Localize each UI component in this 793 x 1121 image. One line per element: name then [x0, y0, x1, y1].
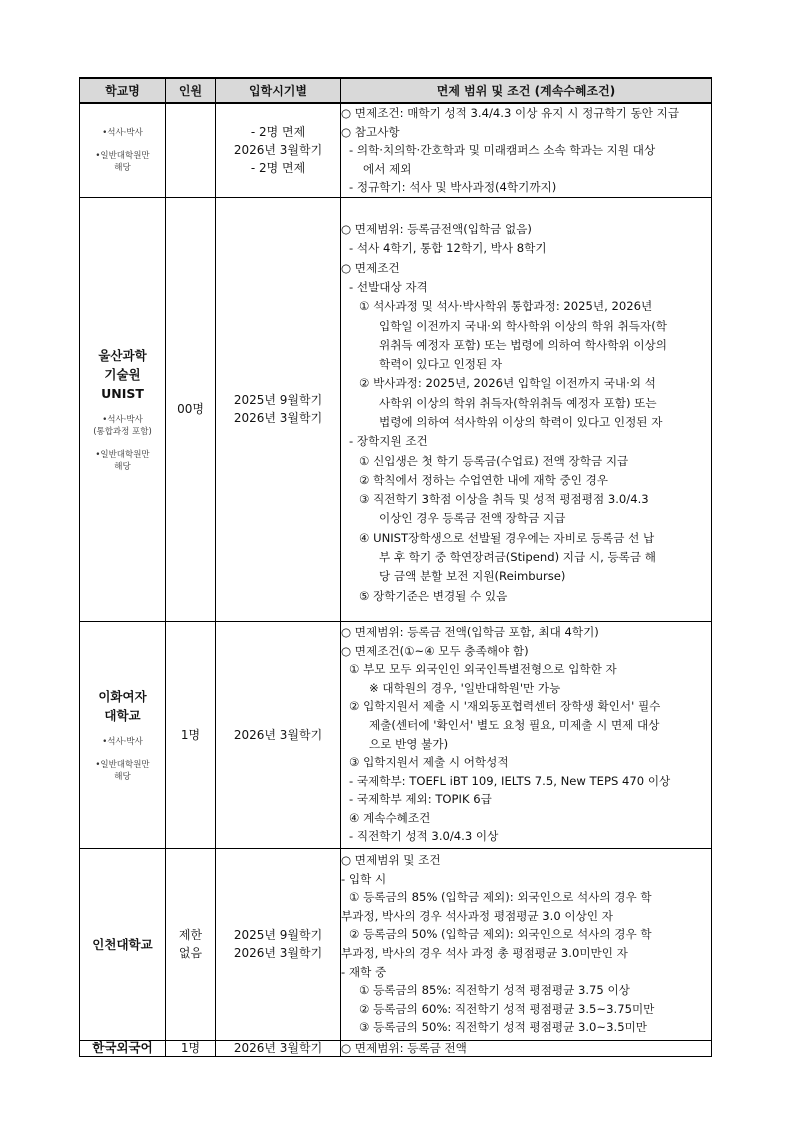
school-name: 기술원: [104, 366, 141, 382]
table-row: [80, 1040, 712, 1056]
condition-line: 부과정, 박사의 경우 석사 과정 총 평점평균 3.0미만인 자: [341, 946, 628, 960]
school-name: 대학교: [104, 707, 141, 723]
school-note: •석사·박사: [102, 414, 143, 425]
period-cell: [216, 197, 341, 621]
quota-line: 제한: [178, 928, 203, 942]
condition-line: - 정규학기: 석사 및 박사과정(4학기까지): [349, 180, 557, 194]
condition-line: ② 입학지원서 제출 시 '재외동포협력센터 장학생 확인서' 필수: [349, 699, 661, 714]
conditions-cell: [341, 848, 712, 1040]
condition-line: ○ 참고사항: [341, 124, 400, 139]
condition-line: - 국제학부: TOEFL iBT 109, IELTS 7.5, New TEPS 470 이상: [349, 773, 671, 788]
conditions-cell: [341, 621, 712, 848]
condition-line: 당 금액 분할 보전 지원(Reimburse): [379, 569, 566, 584]
condition-line: ① 부모 모두 외국인인 외국인특별전형으로 입학한 자: [349, 662, 617, 677]
condition-line: 이상인 경우 등록금 전액 장학금 지급: [379, 511, 566, 526]
period-cell: [216, 848, 341, 1040]
school-cell: [80, 1040, 166, 1056]
table-row: [80, 103, 712, 197]
table-row: [80, 197, 712, 621]
condition-line: ② 학칙에서 정하는 수업연한 내에 재학 중인 경우: [359, 472, 608, 487]
condition-line: ④ UNIST장학생으로 선발될 경우에는 자비로 등록금 선 납: [359, 530, 655, 545]
quota-line: 없음: [178, 946, 203, 960]
quota-cell: 1명: [166, 1040, 216, 1056]
condition-line: 사학위 이상의 학위 취득자(학위취득 예정자 포함) 또는: [379, 395, 657, 410]
period-line: - 2명 면제: [250, 125, 306, 140]
school-cell: [80, 848, 166, 1040]
condition-line: - 장학지원 조건: [349, 434, 428, 449]
condition-line: ○ 면제범위: 등록금 전액: [341, 1041, 467, 1055]
school-note: •일반대학원만: [95, 759, 150, 770]
school-name: UNIST: [101, 385, 144, 401]
condition-line: ① 신입생은 첫 학기 등록금(수업료) 전액 장학금 지급: [359, 453, 629, 468]
condition-line: - 재학 중: [341, 964, 387, 979]
condition-line: ② 등록금의 60%: 직전학기 성적 평점평균 3.5~3.75미만: [359, 1001, 655, 1016]
period-line: - 2명 면제: [250, 161, 306, 176]
condition-line: - 의학·치의학·간호학과 및 미래캠퍼스 소속 학과는 지원 대상: [349, 143, 656, 157]
condition-line: 에서 제외: [363, 161, 412, 176]
condition-line: 제출(센터에 '확인서' 별도 요청 필요, 미제출 시 면제 대상: [369, 717, 660, 732]
quota-cell: [166, 103, 216, 197]
condition-line: ② 박사과정: 2025년, 2026년 입학일 이전까지 국내·외 석: [359, 376, 656, 391]
header-quota: 인원: [166, 78, 216, 103]
school-name: 인천대학교: [92, 936, 153, 952]
header-period: 입학시기별: [216, 78, 341, 103]
condition-line: ① 석사과정 및 석사·박사학위 통합과정: 2025년, 2026년: [359, 299, 653, 314]
table-row: [80, 848, 712, 1040]
condition-line: ④ 계속수혜조건: [349, 810, 431, 825]
condition-line: - 석사 4학기, 통합 12학기, 박사 8학기: [349, 241, 547, 256]
school-note: •일반대학원만: [95, 150, 150, 161]
school-note: •석사·박사: [102, 127, 143, 138]
period-line: 2025년 9월학기: [233, 393, 323, 407]
school-note: 해당: [114, 461, 131, 472]
school-cell: [80, 621, 166, 848]
condition-line: ○ 면제범위: 등록금 전액(입학금 포함, 최대 4학기): [341, 624, 599, 639]
condition-line: 부 후 학기 중 학연장려금(Stipend) 지급 시, 등록금 해: [379, 550, 656, 565]
school-name: 이화여자: [98, 688, 147, 704]
period-line: 2026년 3월학기: [233, 946, 323, 960]
period-line: 2026년 3월학기: [233, 143, 323, 158]
header-school: 학교명: [80, 78, 166, 103]
school-note: (통합과정 포함): [93, 426, 152, 437]
condition-line: 으로 반영 불가): [369, 736, 449, 751]
school-note: 해당: [114, 771, 131, 782]
school-cell: [80, 103, 166, 197]
condition-line: - 직전학기 성적 3.0/4.3 이상: [349, 829, 499, 844]
condition-line: 위취득 예정자 포함) 또는 법령에 의하여 학사학위 이상의: [379, 337, 667, 352]
condition-line: ○ 면제범위 및 조건: [341, 853, 441, 868]
header-conditions: 면제 범위 및 조건 (계속수혜조건): [341, 78, 712, 103]
quota-cell: [166, 848, 216, 1040]
condition-line: 부과정, 박사의 경우 석사과정 평점평균 3.0 이상인 자: [341, 908, 613, 923]
condition-line: - 선발대상 자격: [349, 279, 428, 294]
condition-line: ③ 등록금의 50%: 직전학기 성적 평점평균 3.0~3.5미만: [359, 1020, 647, 1035]
condition-line: ⑤ 장학기준은 변경될 수 있음: [359, 588, 508, 603]
table-row: [80, 621, 712, 848]
table-header-row: [80, 78, 712, 103]
school-note: •일반대학원만: [95, 449, 150, 460]
condition-line: ※ 대학원의 경우, '일반대학원'만 가능: [369, 680, 561, 695]
scholarship-table: [79, 77, 712, 1057]
period-line: 2025년 9월학기: [233, 928, 323, 942]
condition-line: - 국제학부 제외: TOPIK 6급: [349, 792, 492, 807]
condition-line: 입학일 이전까지 국내·외 학사학위 이상의 학위 취득자(학: [379, 318, 667, 333]
condition-line: 법령에 의하여 석사학위 이상의 학력이 있다고 인정된 자: [379, 415, 663, 429]
period-line: 2026년 3월학기: [233, 411, 323, 425]
condition-line: ② 등록금의 50% (입학금 제외): 외국인으로 석사의 경우 학: [349, 927, 652, 942]
school-note: 해당: [114, 162, 131, 173]
quota-cell: 1명: [166, 621, 216, 848]
school-name: 한국외국어: [92, 1040, 153, 1055]
condition-line: ③ 직전학기 3학점 이상을 취득 및 성적 평점평점 3.0/4.3: [359, 492, 649, 507]
condition-line: ① 등록금의 85%: 직전학기 성적 평점평균 3.75 이상: [359, 983, 630, 998]
condition-line: ③ 입학지원서 제출 시 어학성적: [349, 755, 509, 770]
period-cell: [216, 621, 341, 848]
period-line: 2026년 3월학기: [233, 727, 323, 742]
condition-line: ○ 면제조건(①~④ 모두 충족해야 함): [341, 643, 529, 658]
condition-line: 학력이 있다고 인정된 자: [379, 357, 503, 372]
conditions-cell: [341, 197, 712, 621]
condition-line: ① 등록금의 85% (입학금 제외): 외국인으로 석사의 경우 학: [349, 890, 652, 905]
condition-line: ○ 면제범위: 등록금전액(입학금 없음): [341, 222, 532, 237]
school-note: •석사·박사: [102, 736, 143, 747]
quota-cell: 00명: [166, 197, 216, 621]
school-name: 울산과학: [98, 347, 147, 363]
condition-line: ○ 면제조건: [341, 260, 400, 275]
period-cell: [216, 103, 341, 197]
period-cell: 2026년 3월학기: [216, 1040, 341, 1056]
condition-line: ○ 면제조건: 매학기 성적 3.4/4.3 이상 유지 시 정규학기 동안 지급: [341, 106, 680, 120]
condition-line: - 입학 시: [341, 871, 387, 886]
conditions-cell: [341, 1040, 712, 1056]
school-cell: [80, 197, 166, 621]
conditions-cell: [341, 103, 712, 197]
